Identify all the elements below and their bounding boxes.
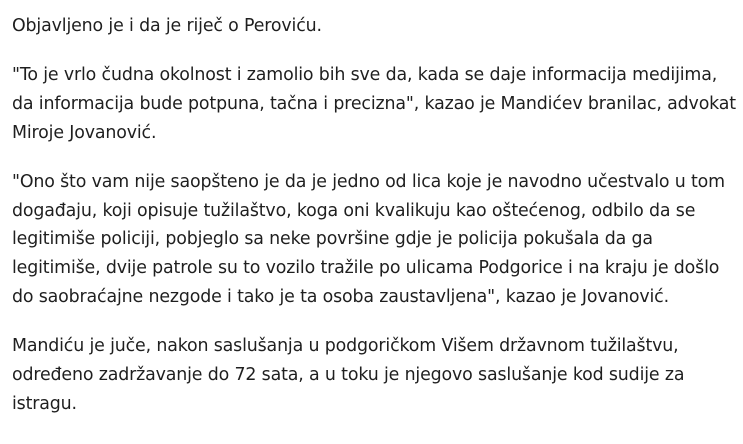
article-paragraph: Mandiću je juče, nakon saslušanja u podgoričkom Višem državnom tužilaštvu, određeno zadržavanje do 72 sata, a u toku je njegovo saslušanje kod sudije za istragu. bbox=[12, 336, 685, 414]
article-paragraph: Objavljeno je i da je riječ o Peroviću. bbox=[12, 16, 322, 36]
article-body bbox=[12, 12, 740, 439]
article-paragraph: "To je vrlo čudna okolnost i zamolio bih sve da, kada se daje informacija medijima, da informacija bude potpuna, tačna i precizna", kazao je Mandićev branilac, advokat Miroje Jovanović. bbox=[12, 65, 736, 143]
article-paragraph: "Ono što vam nije saopšteno je da je jedno od lica koje je navodno učestvalo u tom događaju, koji opisuje tužilaštvo, koga oni kvalikuju kao oštećenog, odbilo da se legitimiše policiji, pobjeglo sa neke površine gdje je policija pokušala da ga legitimiše, dvije patrole su to vozilo tražile po ulicama Podgorice i na kraju je došlo do saobraćajne nezgode i tako je ta osoba zaustavljena", kazao je Jovanović. bbox=[12, 172, 725, 307]
